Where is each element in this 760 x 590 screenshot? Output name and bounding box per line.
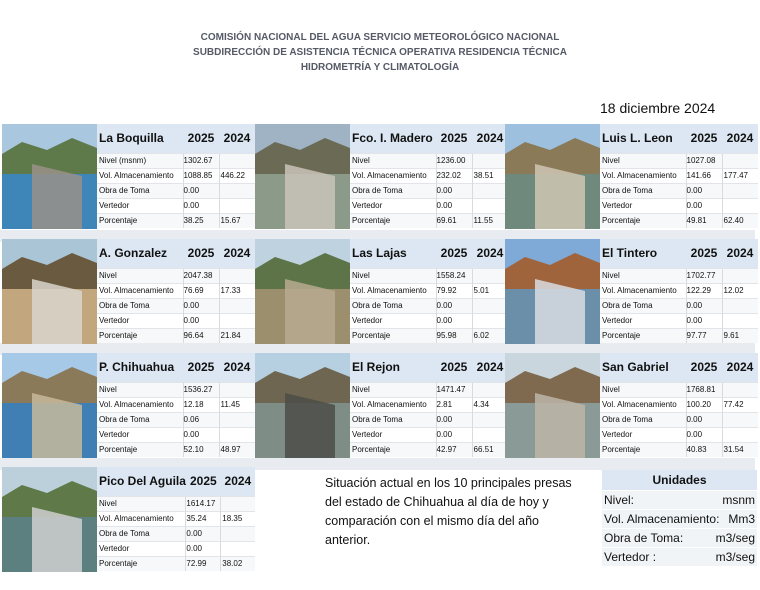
row-label: Porcentaje [97,328,183,343]
dam-table [600,239,758,343]
value-2024 [219,412,255,427]
situation-note: Situación actual en los 10 principales presas del estado de Chihuahua al día de hoy y comparación con el mismo día del año anterior. [325,476,572,547]
table-row [600,213,758,228]
row-label: Vol. Almacenamiento [350,283,436,298]
row-label: Porcentaje [350,442,436,457]
row-label: Nivel [97,382,183,397]
value-2024 [722,412,758,427]
dam-name: Pico Del Aguila [97,467,186,496]
row-label: Porcentaje [97,556,186,571]
value-2024: 66.51 [472,442,508,457]
dam-table [600,124,758,228]
row-label: Obra de Toma [97,526,186,541]
value-2024 [722,298,758,313]
table-row [97,556,255,571]
value-2025: 0.00 [183,427,219,442]
dam-name: El Tintero [600,239,686,268]
table-row [350,442,508,457]
value-2024: 62.40 [722,213,758,228]
value-2025: 40.83 [686,442,722,457]
dam-table [600,353,758,457]
row-label: Vol. Almacenamiento [350,397,436,412]
value-2025: 49.81 [686,213,722,228]
report-date: 18 diciembre 2024 [600,100,716,116]
row-label: Obra de Toma [350,183,436,198]
value-2024: 446.22 [219,168,255,183]
table-row [97,412,255,427]
row-label: Vertedor [97,198,183,213]
row-label: Nivel (msnm) [97,153,183,168]
value-2024 [722,382,758,397]
row-label: Nivel [350,268,436,283]
table-row [600,442,758,457]
row-label: Vertedor [97,427,183,442]
year-2024-header: 2024 [219,124,255,153]
value-2025: 0.00 [183,183,219,198]
table-row [97,198,255,213]
dam-card [255,239,508,344]
value-2025: 0.00 [686,412,722,427]
table-row [350,168,508,183]
year-2025-header: 2025 [686,124,722,153]
units-row [602,509,757,528]
value-2024 [221,541,255,556]
value-2024: 31.54 [722,442,758,457]
value-2024 [221,526,255,541]
table-row [97,541,255,556]
table-row [350,213,508,228]
row-label: Obra de Toma [600,183,686,198]
units-row [602,547,757,566]
row-label: Vol. Almacenamiento [600,397,686,412]
table-row [97,268,255,283]
value-2025: 232.02 [436,168,472,183]
row-label: Obra de Toma [600,298,686,313]
row-label: Vol. Almacenamiento [97,511,186,526]
value-2025: 72.99 [186,556,221,571]
dam-card [505,353,758,458]
row-label: Vertedor [97,313,183,328]
value-2025: 0.00 [436,198,472,213]
unit-label: Vol. Almacenamiento: [604,512,720,526]
row-label: Nivel [600,153,686,168]
unit-label: Vertedor : [604,550,657,564]
value-2024 [219,183,255,198]
row-label: Nivel [350,382,436,397]
dam-card [2,467,255,572]
value-2024 [472,153,508,168]
value-2025: 0.00 [183,298,219,313]
unit-value: Mm3 [728,512,755,526]
dam-photo [2,353,97,458]
row-label: Vol. Almacenamiento [350,168,436,183]
row-label: Porcentaje [350,328,436,343]
row-label: Vol. Almacenamiento [97,397,183,412]
table-row [97,442,255,457]
year-2024-header: 2024 [722,353,758,382]
table-row [350,183,508,198]
value-2025: 0.00 [186,541,221,556]
value-2024: 177.47 [722,168,758,183]
value-2024 [722,427,758,442]
dam-photo [505,124,600,229]
value-2025: 52.10 [183,442,219,457]
table-row [600,153,758,168]
dam-name: Luis L. Leon [600,124,686,153]
table-row [97,397,255,412]
row-label: Nivel [600,382,686,397]
row-label: Porcentaje [600,442,686,457]
value-2025: 12.18 [183,397,219,412]
value-2024 [219,427,255,442]
value-2025: 0.00 [436,298,472,313]
dam-photo [505,353,600,458]
units-title: Unidades [602,470,757,490]
value-2025: 2.81 [436,397,472,412]
row-label: Obra de Toma [600,412,686,427]
unit-label: Obra de Toma: [604,531,684,545]
value-2025: 141.66 [686,168,722,183]
value-2025: 1536.27 [183,382,219,397]
dam-card [505,239,758,344]
unit-value: m3/seg [715,550,755,564]
table-row [600,168,758,183]
table-row [97,283,255,298]
value-2025: 0.06 [183,412,219,427]
value-2025: 0.00 [436,183,472,198]
dam-name: San Gabriel [600,353,686,382]
table-row [350,313,508,328]
value-2024: 11.45 [219,397,255,412]
row-label: Vertedor [350,313,436,328]
value-2025: 1702.77 [686,268,722,283]
unit-value: m3/seg [715,531,755,545]
value-2025: 0.00 [686,298,722,313]
value-2025: 1614.17 [186,496,221,511]
table-row [600,283,758,298]
report-header [0,30,760,75]
table-row [350,397,508,412]
row-label: Porcentaje [600,328,686,343]
value-2024: 6.02 [472,328,508,343]
value-2025: 1236.00 [436,153,472,168]
value-2025: 79.92 [436,283,472,298]
year-2024-header: 2024 [219,353,255,382]
value-2025: 122.29 [686,283,722,298]
row-label: Vol. Almacenamiento [97,168,183,183]
value-2024 [722,183,758,198]
table-row [600,268,758,283]
table-row [97,496,255,511]
dam-name: A. Gonzalez [97,239,183,268]
row-label: Porcentaje [97,442,183,457]
value-2025: 2047.38 [183,268,219,283]
table-row [97,328,255,343]
year-2025-header: 2025 [183,124,219,153]
dam-table [350,353,508,457]
value-2024 [219,268,255,283]
value-2025: 35.24 [186,511,221,526]
value-2024 [472,313,508,328]
value-2024: 21.84 [219,328,255,343]
dam-card [2,239,255,344]
year-2025-header: 2025 [686,239,722,268]
year-2025-header: 2025 [686,353,722,382]
units-row [602,490,757,509]
value-2024: 48.97 [219,442,255,457]
value-2024 [722,153,758,168]
table-row [97,298,255,313]
table-row [97,526,255,541]
row-label: Obra de Toma [350,412,436,427]
value-2024 [221,496,255,511]
value-2024 [219,153,255,168]
units-row [602,528,757,547]
year-2025-header: 2025 [186,467,221,496]
dam-name: Fco. I. Madero [350,124,436,153]
dam-card [505,124,758,229]
table-row [350,328,508,343]
table-row [350,268,508,283]
dam-name: P. Chihuahua [97,353,183,382]
row-label: Vertedor [600,198,686,213]
table-row [350,412,508,427]
row-label: Vertedor [350,427,436,442]
table-row [600,183,758,198]
table-row [350,427,508,442]
value-2024: 17.33 [219,283,255,298]
value-2025: 0.00 [436,313,472,328]
row-label: Nivel [97,268,183,283]
table-row [97,313,255,328]
year-2024-header: 2024 [472,124,508,153]
dam-photo [505,239,600,344]
value-2024: 5.01 [472,283,508,298]
table-row [97,213,255,228]
year-2024-header: 2024 [221,467,255,496]
dam-table [97,467,255,571]
value-2025: 0.00 [186,526,221,541]
dam-table [97,353,255,457]
value-2024: 11.55 [472,213,508,228]
header-line-3: HIDROMETRÍA Y CLIMATOLOGÍA [300,62,460,73]
value-2025: 96.64 [183,328,219,343]
dam-table [350,239,508,343]
dam-photo [2,239,97,344]
dam-name: Las Lajas [350,239,436,268]
value-2024 [219,382,255,397]
dam-name: La Boquilla [97,124,183,153]
value-2024: 9.61 [722,328,758,343]
value-2025: 69.61 [436,213,472,228]
row-label: Vol. Almacenamiento [600,168,686,183]
value-2024 [472,412,508,427]
table-row [600,313,758,328]
row-label: Vertedor [600,313,686,328]
value-2024 [472,298,508,313]
value-2025: 97.77 [686,328,722,343]
year-2025-header: 2025 [183,353,219,382]
year-2025-header: 2025 [436,124,472,153]
value-2025: 1302.67 [183,153,219,168]
row-label: Vertedor [600,427,686,442]
value-2024 [472,382,508,397]
value-2025: 95.98 [436,328,472,343]
year-2024-header: 2024 [722,239,758,268]
table-row [97,183,255,198]
row-label: Nivel [600,268,686,283]
value-2025: 0.00 [436,427,472,442]
value-2024 [722,313,758,328]
row-label: Porcentaje [97,213,183,228]
row-label: Obra de Toma [97,183,183,198]
value-2024: 15.67 [219,213,255,228]
value-2025: 1027.08 [686,153,722,168]
year-2025-header: 2025 [183,239,219,268]
value-2025: 1558.24 [436,268,472,283]
row-label: Nivel [97,496,186,511]
table-row [97,511,255,526]
dam-card [2,353,255,458]
value-2025: 0.00 [686,427,722,442]
row-label: Porcentaje [350,213,436,228]
row-label: Nivel [350,153,436,168]
units-legend [602,470,757,566]
header-line-1: COMISIÓN NACIONAL DEL AGUA SERVICIO METEOROLÓGICO NACIONAL [200,32,560,43]
table-row [350,153,508,168]
table-row [600,382,758,397]
table-row [600,328,758,343]
value-2025: 1088.85 [183,168,219,183]
value-2024 [472,198,508,213]
value-2024 [722,268,758,283]
dam-photo [2,467,97,572]
value-2024: 18.35 [221,511,255,526]
table-row [97,153,255,168]
year-2024-header: 2024 [472,239,508,268]
table-row [350,382,508,397]
value-2024 [219,198,255,213]
value-2024: 4.34 [472,397,508,412]
dam-name: El Rejon [350,353,436,382]
value-2025: 42.97 [436,442,472,457]
unit-label: Nivel: [604,493,635,507]
value-2024 [472,183,508,198]
year-2024-header: 2024 [219,239,255,268]
header-line-2: SUBDIRECCIÓN DE ASISTENCIA TÉCNICA OPERATIVA RESIDENCIA TÉCNICA [193,47,567,58]
dam-card [255,124,508,229]
dam-table [97,124,255,228]
value-2024: 12.02 [722,283,758,298]
value-2024: 38.02 [221,556,255,571]
value-2024 [722,198,758,213]
dam-card [255,353,508,458]
table-row [600,397,758,412]
value-2024 [472,427,508,442]
year-2024-header: 2024 [472,353,508,382]
dam-photo [255,239,350,344]
year-2024-header: 2024 [722,124,758,153]
row-label: Porcentaje [600,213,686,228]
table-row [97,427,255,442]
year-2025-header: 2025 [436,353,472,382]
row-label: Vertedor [350,198,436,213]
value-2025: 0.00 [686,313,722,328]
year-2025-header: 2025 [436,239,472,268]
row-label: Obra de Toma [97,298,183,313]
table-row [350,283,508,298]
value-2025: 0.00 [183,313,219,328]
value-2024 [219,298,255,313]
table-row [600,198,758,213]
dam-table [97,239,255,343]
table-row [97,168,255,183]
table-row [600,412,758,427]
dam-table [350,124,508,228]
dam-card [2,124,255,229]
value-2025: 0.00 [686,183,722,198]
value-2025: 38.25 [183,213,219,228]
dam-photo [2,124,97,229]
table-row [350,298,508,313]
value-2025: 100.20 [686,397,722,412]
value-2024 [472,268,508,283]
value-2025: 1471.47 [436,382,472,397]
table-row [97,382,255,397]
table-row [350,198,508,213]
value-2025: 76.69 [183,283,219,298]
unit-value: msnm [722,493,755,507]
table-row [600,427,758,442]
row-label: Vertedor [97,541,186,556]
value-2024 [219,313,255,328]
value-2024: 77.42 [722,397,758,412]
dam-photo [255,124,350,229]
value-2024: 38.51 [472,168,508,183]
dam-photo [255,353,350,458]
value-2025: 0.00 [436,412,472,427]
row-label: Vol. Almacenamiento [97,283,183,298]
table-row [600,298,758,313]
row-label: Obra de Toma [97,412,183,427]
row-label: Vol. Almacenamiento [600,283,686,298]
value-2025: 0.00 [686,198,722,213]
value-2025: 0.00 [183,198,219,213]
value-2025: 1768.81 [686,382,722,397]
row-label: Obra de Toma [350,298,436,313]
